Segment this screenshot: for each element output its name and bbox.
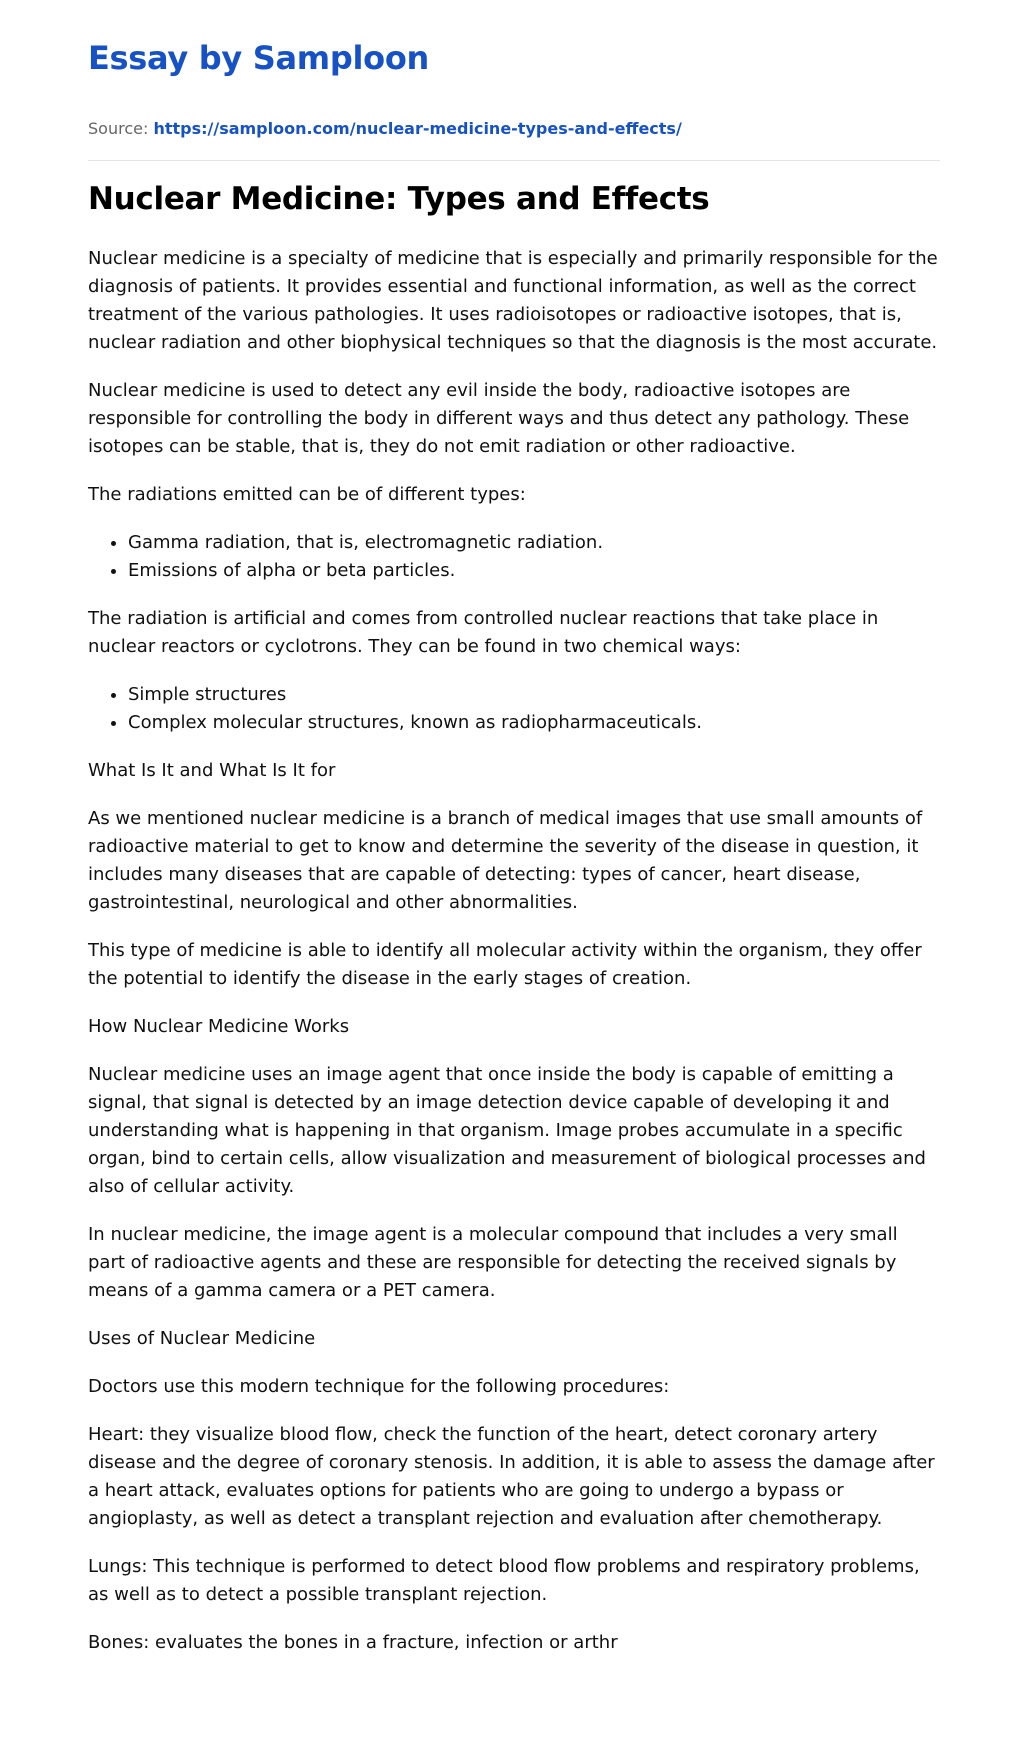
paragraph: Lungs: This technique is performed to detect blood flow problems and respiratory problems, as well as to detect a possible transplant rejection. <box>88 1556 920 1605</box>
source-label: Source: <box>88 119 149 138</box>
list-item: • Gamma radiation, that is, electromagnetic radiation. <box>128 529 940 557</box>
article-body <box>88 245 940 1657</box>
section-heading: How Nuclear Medicine Works <box>88 1016 350 1037</box>
section-heading: Uses of Nuclear Medicine <box>88 1328 316 1349</box>
source-line <box>88 118 940 140</box>
brand-title <box>88 36 940 80</box>
paragraph: In nuclear medicine, the image agent is a molecular compound that includes a very small part of radioactive agents and these are responsible for detecting the received signals by means of a gamma camera or a PET camera. <box>88 1224 898 1301</box>
paragraph: Nuclear medicine uses an image agent that once inside the body is capable of emitting a signal, that signal is detected by an image detection device capable of developing it and understanding what is happening in that organism. Image probes accumulate in a specific organ, bind to certain cells, allow visualization and measurement of biological processes and also of cellular activity. <box>88 1064 926 1197</box>
list-item: • Emissions of alpha or beta particles. <box>128 557 940 585</box>
brand-link[interactable]: Essay by Samploon <box>88 39 429 77</box>
chemical-ways-list <box>88 681 940 737</box>
paragraph: This type of medicine is able to identify all molecular activity within the organism, they offer the potential to identify the disease in the early stages of creation. <box>88 940 922 989</box>
source-link[interactable]: https://samploon.com/nuclear-medicine-types-and-effects/ <box>153 119 682 138</box>
paragraph: Nuclear medicine is used to detect any evil inside the body, radioactive isotopes are responsible for controlling the body in different ways and thus detect any pathology. These isotopes can be stable, that is, they do not emit radiation or other radioactive. <box>88 380 910 457</box>
section-heading: What Is It and What Is It for <box>88 760 336 781</box>
paragraph: As we mentioned nuclear medicine is a branch of medical images that use small amounts of radioactive material to get to know and determine the severity of the disease in question, it includes many diseases that are capable of detecting: types of cancer, heart disease, gastrointestinal, neurological and other abnormalities. <box>88 808 923 913</box>
list-item: • Simple structures <box>128 681 940 709</box>
list-item: • Complex molecular structures, known as radiopharmaceuticals. <box>128 709 940 737</box>
paragraph: The radiations emitted can be of different types: <box>88 484 526 505</box>
header-divider <box>88 160 940 161</box>
paragraph: Doctors use this modern technique for the following procedures: <box>88 1376 670 1397</box>
paragraph: The radiation is artificial and comes from controlled nuclear reactions that take place in nuclear reactors or cyclotrons. They can be found in two chemical ways: <box>88 608 879 657</box>
paragraph: Nuclear medicine is a specialty of medicine that is especially and primarily responsible for the diagnosis of patients. It provides essential and functional information, as well as the correct treatment of the various pathologies. It uses radioisotopes or radioactive isotopes, that is, nuclear radiation and other biophysical techniques so that the diagnosis is the most accurate. <box>88 248 938 353</box>
page-title: Nuclear Medicine: Types and Effects <box>88 181 710 217</box>
radiation-types-list <box>88 529 940 585</box>
paragraph: Heart: they visualize blood flow, check the function of the heart, detect coronary artery disease and the degree of coronary stenosis. In addition, it is able to assess the damage after a heart attack, evaluates options for patients who are going to undergo a bypass or angioplasty, as well as detect a transplant rejection and evaluation after chemotherapy. <box>88 1424 935 1529</box>
paragraph: Bones: evaluates the bones in a fracture, infection or arthr <box>88 1632 618 1653</box>
